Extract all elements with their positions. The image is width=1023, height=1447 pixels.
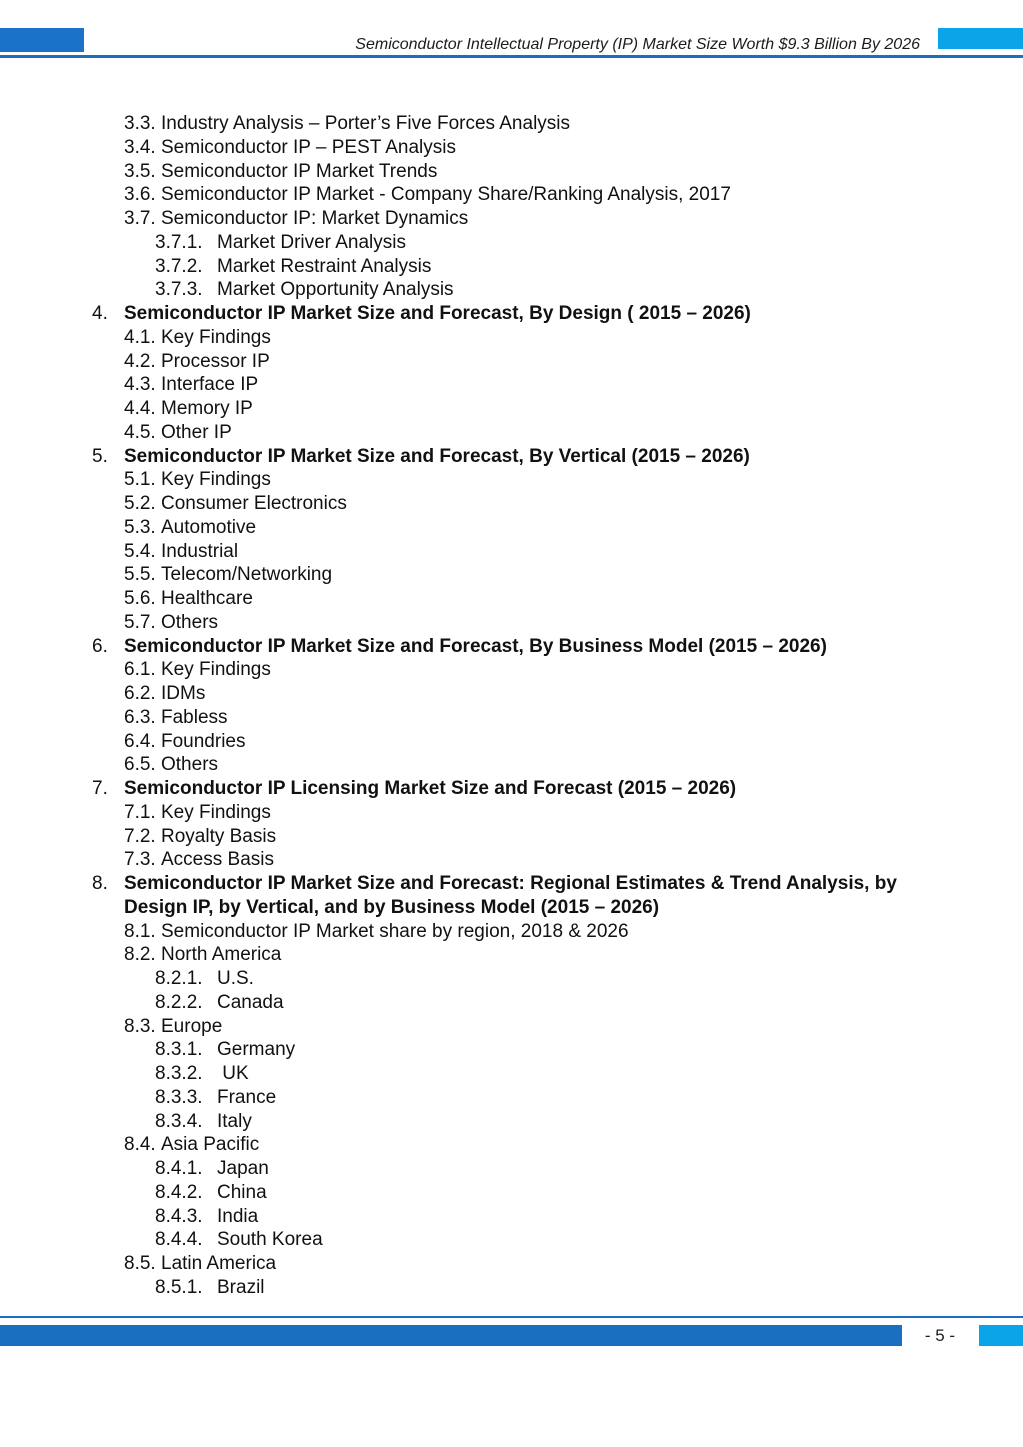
toc-entry-number: 4.5. — [124, 421, 156, 443]
toc-entry-title: Foundries — [161, 730, 246, 752]
footer-divider — [0, 1316, 1023, 1318]
page-number: - 5 - — [924, 1326, 956, 1345]
toc-entry-number: 4.3. — [124, 374, 156, 396]
toc-entry-title: Others — [161, 611, 219, 633]
toc-entry-number: 5.1. — [124, 469, 156, 491]
toc-entry-number: 3.4. — [124, 136, 156, 158]
toc-entry-number: 3.3. — [124, 113, 156, 134]
toc-entry-title: Semiconductor IP Market - Company Share/Ranking Analysis, 2017 — [161, 184, 731, 206]
toc-entry-number: 8.3.1. — [155, 1039, 203, 1061]
toc-entry-title: Semiconductor IP: Market Dynamics — [161, 208, 469, 229]
toc-entry-number: 5.2. — [124, 493, 156, 514]
toc-entry-number: 8.3.2. — [155, 1063, 203, 1084]
header-divider — [0, 55, 1023, 58]
toc-entry-title: Semiconductor IP – PEST Analysis — [161, 136, 457, 158]
toc-entry-number: 8.4. — [124, 1134, 156, 1156]
toc-entry-title: Key Findings — [161, 469, 271, 491]
toc-entry-title: Germany — [217, 1039, 296, 1061]
toc-entry-number: 7.1. — [124, 801, 156, 823]
toc-entry-title: Semiconductor IP Market Size and Forecast: Regional Estimates & Trend Analysis, by — [124, 873, 897, 894]
toc-entry-title: Healthcare — [161, 588, 253, 609]
toc-entry-number: 4.1. — [124, 326, 156, 348]
toc-entry-title: France — [217, 1086, 277, 1108]
toc-entry-title: North America — [161, 944, 282, 966]
toc-entry-number: 6. — [92, 635, 108, 657]
toc-entry-title: Market Driver Analysis — [217, 231, 406, 253]
toc-entry-title: Industrial — [161, 540, 239, 562]
toc-entry-number: 8.2.1. — [155, 968, 203, 989]
toc-entry-number: 8.2. — [124, 944, 156, 966]
toc-entry-title: IDMs — [161, 683, 206, 704]
toc-entry-title: Canada — [217, 991, 284, 1013]
toc-entry-number: 8.1. — [124, 920, 156, 942]
toc-entry-title: Market Restraint Analysis — [217, 255, 432, 277]
toc-entry-title: Design IP, by Vertical, and by Business Model (2015 – 2026) — [124, 896, 660, 918]
toc-entry-number: 8.3. — [124, 1015, 156, 1037]
toc-entry-title: Semiconductor IP Market Size and Forecast, By Design ( 2015 – 2026) — [124, 303, 751, 324]
toc-entry-title: Telecom/Networking — [161, 564, 333, 586]
toc-entry-number: 5.7. — [124, 611, 156, 633]
toc-entry-title: Brazil — [217, 1276, 265, 1298]
toc-entry-number: 5.6. — [124, 588, 156, 609]
toc-entry-title: Market Opportunity Analysis — [217, 279, 454, 301]
toc-entry-number: 8.3.4. — [155, 1110, 203, 1132]
toc-entry-number: 7.2. — [124, 825, 156, 847]
toc-entry-number: 8.4.3. — [155, 1205, 203, 1227]
toc-entry-title: Latin America — [161, 1253, 277, 1274]
toc-entry-title: Memory IP — [161, 398, 253, 419]
toc-entry-number: 5.4. — [124, 540, 156, 562]
toc-entry-title: Royalty Basis — [161, 825, 277, 847]
toc-entry-title: Interface IP — [161, 374, 259, 396]
toc-entry-number: 8. — [92, 873, 108, 894]
toc-entry-number: 6.3. — [124, 706, 156, 728]
toc-entry-number: 6.1. — [124, 659, 156, 681]
toc-entry-title: Fabless — [161, 706, 228, 728]
toc-entry-title: Processor IP — [161, 350, 270, 372]
toc-entry-title: Consumer Electronics — [161, 493, 347, 514]
toc-entry-number: 3.7. — [124, 208, 156, 229]
toc-entry-number: 3.7.1. — [155, 231, 203, 253]
toc-entry-number: 3.7.3. — [155, 279, 203, 301]
toc-entry-title: Automotive — [161, 516, 257, 538]
toc-entry-number: 3.7.2. — [155, 255, 203, 277]
toc-entry-title: U.S. — [217, 968, 254, 989]
toc-entry-number: 8.4.4. — [155, 1229, 203, 1251]
toc-entry-number: 8.3.3. — [155, 1086, 203, 1108]
header-block-left — [0, 28, 84, 52]
toc-entry-number: 7.3. — [124, 849, 156, 871]
toc-entry-title: Access Basis — [161, 849, 274, 871]
toc-entry-title: China — [217, 1181, 267, 1203]
toc-entry-title: Others — [161, 754, 219, 776]
toc-entry-number: 3.6. — [124, 184, 156, 206]
toc-entry-number: 8.4.1. — [155, 1158, 203, 1179]
toc-entry-number: 8.5. — [124, 1253, 156, 1274]
toc-entry-title: Semiconductor IP Market Size and Forecast, By Business Model (2015 – 2026) — [124, 635, 827, 657]
toc-entry-title: India — [217, 1205, 259, 1227]
toc-entry-number: 4.4. — [124, 398, 156, 419]
toc-entry-title: South Korea — [217, 1229, 323, 1251]
toc-entry-title: Semiconductor IP Licensing Market Size and Forecast (2015 – 2026) — [124, 778, 737, 799]
toc-entry-title: Europe — [161, 1015, 223, 1037]
footer-bar — [0, 1325, 902, 1346]
toc-entry-number: 8.2.2. — [155, 991, 203, 1013]
toc-entry-number: 6.5. — [124, 754, 156, 776]
toc-entry-title: Japan — [217, 1158, 269, 1179]
toc-entry-number: 6.2. — [124, 683, 156, 704]
toc-entry-title: Italy — [217, 1110, 252, 1132]
footer-block-right — [979, 1325, 1023, 1346]
toc-entry-number: 5. — [92, 445, 108, 467]
toc-entry-number: 8.5.1. — [155, 1276, 203, 1298]
toc-entry-title: Key Findings — [161, 801, 271, 823]
toc-entry-title: Semiconductor IP Market Trends — [161, 160, 438, 182]
header-block-right — [938, 28, 1023, 49]
toc-entry-number: 8.4.2. — [155, 1181, 203, 1203]
toc-entry-title: Key Findings — [161, 659, 271, 681]
toc-entry-number: 7. — [92, 778, 108, 799]
toc-entry-number: 5.3. — [124, 516, 156, 538]
toc-entry-title: Industry Analysis – Porter’s Five Forces Analysis — [161, 113, 571, 134]
toc-entry-number: 4.2. — [124, 350, 156, 372]
toc-entry-number: 6.4. — [124, 730, 156, 752]
toc-entry-title: Asia Pacific — [161, 1134, 260, 1156]
toc-entry-number: 3.5. — [124, 160, 156, 182]
toc-entry-title: Semiconductor IP Market share by region, 2018 & 2026 — [161, 920, 629, 942]
header-title: Semiconductor Intellectual Property (IP) Market Size Worth $9.3 Billion By 2026 — [355, 36, 920, 53]
toc-entry-title: Key Findings — [161, 326, 271, 348]
toc-entry-title: Semiconductor IP Market Size and Forecast, By Vertical (2015 – 2026) — [124, 445, 750, 467]
toc-entry-number: 5.5. — [124, 564, 156, 586]
toc-entry-number: 4. — [92, 303, 108, 324]
toc-entry-title: UK — [217, 1063, 249, 1084]
toc-entry-title: Other IP — [161, 421, 232, 443]
